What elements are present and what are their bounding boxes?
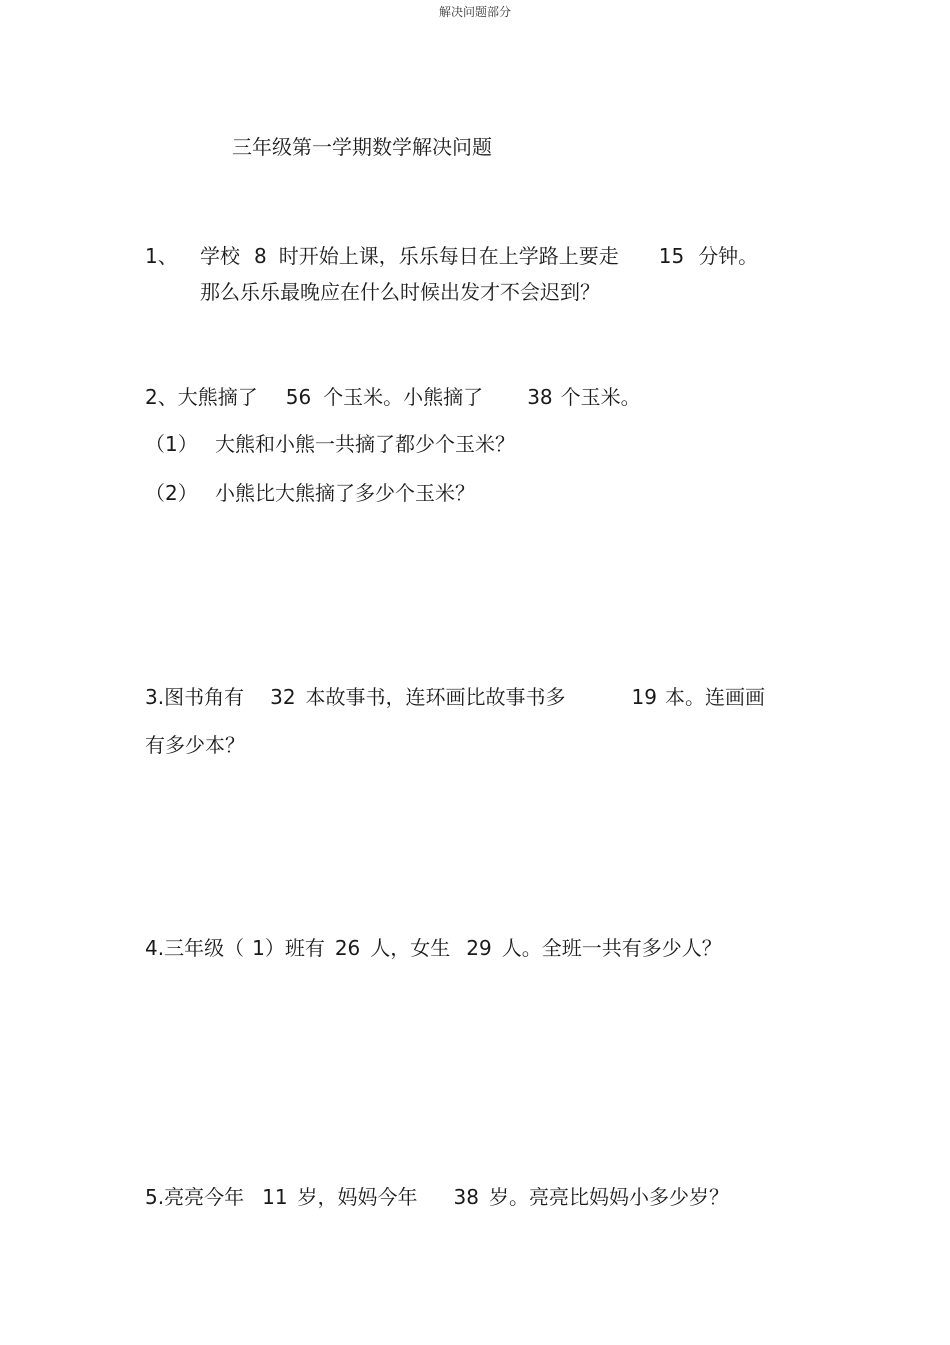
- q3-line2: 有多少本？: [145, 733, 245, 757]
- q2-sub1-text: 大熊和小熊一共摘了都少个玉米？: [215, 432, 515, 456]
- q2-text-b: 56: [285, 385, 312, 409]
- q2-text-a: 2、大熊摘了: [145, 385, 258, 409]
- q4-text-c: 26: [334, 936, 361, 960]
- q4-text-a: 4.三年级（: [145, 936, 245, 960]
- q5-text-a: 5.亮亮今年: [145, 1185, 245, 1209]
- q1-text-e: 分钟。: [698, 244, 759, 268]
- q5-text-b: 11: [262, 1185, 288, 1209]
- q2-sub2-number: （2）: [145, 481, 198, 505]
- q1-line2: 那么乐乐最晚应在什么时候出发才不会迟到？: [200, 280, 600, 304]
- q3-text-a: 3.图书角有: [145, 685, 245, 709]
- q4-line: [145, 935, 722, 961]
- q3-text-b: 32: [270, 685, 296, 709]
- q5-text-d: 38: [453, 1185, 479, 1209]
- q3-text-d: 19: [631, 685, 657, 709]
- q2-sub1-number: （1）: [145, 432, 198, 456]
- q2-text-d: 38: [527, 385, 553, 409]
- q1-text-d: 15: [658, 244, 685, 268]
- q3-text-c: 本故事书，连环画比故事书多: [305, 685, 566, 709]
- q3-line1: [145, 684, 765, 710]
- q1-text-b: 8: [254, 244, 267, 268]
- q5-text-e: 岁。亮亮比妈妈小多少岁？: [489, 1185, 729, 1209]
- q4-text-e: 29: [466, 936, 492, 960]
- q5-line: [145, 1184, 729, 1210]
- q2-text-e: 个玉米。: [560, 385, 641, 409]
- page-header: 解决问题部分: [438, 5, 511, 19]
- q2-line: [145, 384, 641, 410]
- q3-text-e: 本。连画画: [665, 685, 765, 709]
- q1-number: 1、: [145, 244, 178, 268]
- q4-text-f: 人。全班一共有多少人？: [501, 936, 722, 960]
- q5-text-c: 岁，妈妈今年: [297, 1185, 418, 1209]
- q2-sub2-text: 小熊比大熊摘了多少个玉米？: [215, 481, 475, 505]
- page-title: 三年级第一学期数学解决问题: [232, 135, 492, 159]
- q4-text-d: 人，女生: [370, 936, 451, 960]
- q2-text-c: 个玉米。小熊摘了: [323, 385, 484, 409]
- q1-text-c: 时开始上课，乐乐每日在上学路上要走: [278, 244, 619, 268]
- q1-text-a: 学校: [200, 244, 240, 268]
- q1-line1: [200, 243, 758, 269]
- q4-text-b: 1）班有: [252, 936, 325, 960]
